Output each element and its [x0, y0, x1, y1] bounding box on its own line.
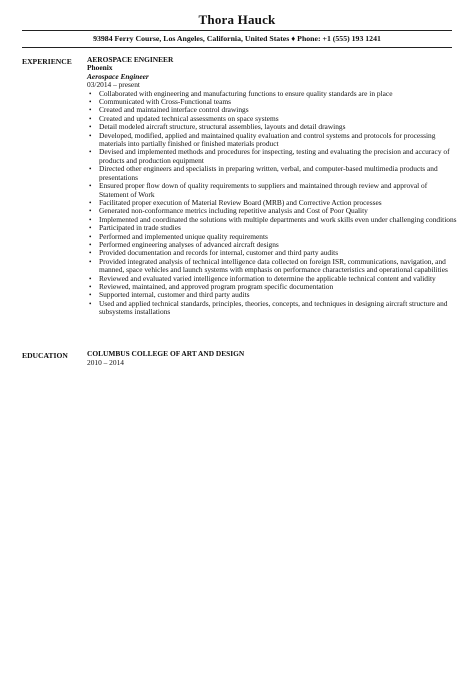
- experience-section: [87, 56, 457, 317]
- bullet-icon: •: [89, 224, 92, 233]
- experience-label-text: EXPERIENCE: [22, 57, 72, 66]
- bullet-icon: •: [89, 148, 92, 157]
- duty-text: Facilitated proper execution of Material Review Board (MRB) and Corrective Action processes: [99, 197, 382, 207]
- duty-text: Communicated with Cross-Functional teams: [99, 97, 231, 107]
- duty-text: Devised and implemented methods and procedures for inspecting, testing and evaluating the precision and accuracy of products and production equipment: [99, 147, 450, 165]
- duty-text: Directed other engineers and specialists in preparing written, verbal, and computer-based multimedia products and presentations: [99, 164, 438, 182]
- duty-text: Provided integrated analysis of technical intelligence data collected on foreign ISR, communications, navigation, and manned, space vehicles and launch systems with emphasis on performance characteristics and operational capabilities: [99, 256, 448, 275]
- employment-dates: 03/2014 – present: [87, 80, 140, 90]
- duty-text: Implemented and coordinated the solutions with multiple departments and work skills even under challenging conditions: [99, 214, 457, 224]
- education-dates: 2010 – 2014: [87, 357, 124, 367]
- bullet-icon: •: [89, 291, 92, 300]
- duty-text: Reviewed and evaluated varied intelligence information to determine the applicable technical content and validity: [99, 273, 436, 283]
- bullet-icon: •: [89, 98, 92, 107]
- duty-text: Reviewed, maintained, and approved program program specific documentation: [99, 281, 334, 291]
- bullet-icon: •: [89, 232, 92, 241]
- duty-text: Ensured proper flow down of quality requirements to suppliers and maintained through review and approval of Statement of Work: [99, 181, 428, 199]
- contact-line: 93984 Ferry Course, Los Angeles, California, United States ♦ Phone: +1 (555) 193 1241: [93, 34, 381, 43]
- duty-text: Supported internal, customer and third party audits: [99, 290, 250, 300]
- bullet-icon: •: [89, 198, 92, 207]
- duty-text: Performed engineering analyses of advanced aircraft designs: [99, 239, 279, 249]
- bullet-icon: •: [89, 106, 92, 115]
- duty-text: Created and maintained interface control drawings: [99, 105, 249, 115]
- duty-text: Provided documentation and records for internal, customer and third party audits: [99, 248, 339, 258]
- job-title: AEROSPACE ENGINEER: [87, 55, 174, 64]
- bullet-icon: •: [89, 114, 92, 123]
- bullet-icon: •: [89, 182, 92, 191]
- bullet-icon: •: [89, 240, 92, 249]
- duty-item: [89, 147, 457, 165]
- role-title: Aerospace Engineer: [87, 71, 149, 81]
- duty-item: [89, 164, 457, 182]
- bullet-icon: •: [89, 123, 92, 132]
- bullet-icon: •: [89, 165, 92, 174]
- header-top-rule: [22, 30, 452, 31]
- bullet-icon: •: [89, 257, 92, 266]
- duty-text: Collaborated with engineering and manufacturing functions to ensure quality standards are in place: [99, 88, 393, 98]
- duty-text: Generated non-conformance metrics including repetitive analysis and Cost of Poor Quality: [99, 206, 368, 216]
- duty-item: [89, 181, 457, 199]
- bullet-icon: •: [89, 299, 92, 308]
- duty-text: Developed, modified, applied and maintained quality evaluation and control systems and protocols for processing materials into partially finished or finished materials product: [99, 130, 436, 149]
- duty-text: Detail modeled aircraft structure, structural assemblies, layouts and detail drawings: [99, 122, 346, 132]
- experience-section-label: [22, 57, 72, 66]
- duty-text: Created and updated technical assessments on space systems: [99, 113, 279, 123]
- company-name: Phoenix: [87, 63, 113, 73]
- bullet-icon: •: [89, 249, 92, 258]
- duties-list: [87, 90, 457, 317]
- duty-item: [89, 256, 457, 275]
- duty-text: Participated in trade studies: [99, 223, 181, 233]
- duty-item: [89, 130, 457, 149]
- education-section-label: [22, 351, 68, 360]
- bullet-icon: •: [89, 215, 92, 224]
- school-name: COLUMBUS COLLEGE OF ART AND DESIGN: [87, 349, 245, 358]
- header-bottom-rule: [22, 47, 452, 48]
- candidate-name: Thora Hauck: [198, 12, 276, 27]
- duty-item: [89, 298, 457, 317]
- bullet-icon: •: [89, 89, 92, 98]
- education-section: [87, 350, 457, 367]
- duty-text: Performed and implemented unique quality requirements: [99, 231, 268, 241]
- bullet-icon: •: [89, 274, 92, 283]
- education-label-text: EDUCATION: [22, 351, 68, 360]
- bullet-icon: •: [89, 207, 92, 216]
- bullet-icon: •: [89, 282, 92, 291]
- bullet-icon: •: [89, 131, 92, 140]
- duty-text: Used and applied technical standards, principles, theories, concepts, and techniques in designing aircraft structure and subsystems installations: [99, 298, 448, 317]
